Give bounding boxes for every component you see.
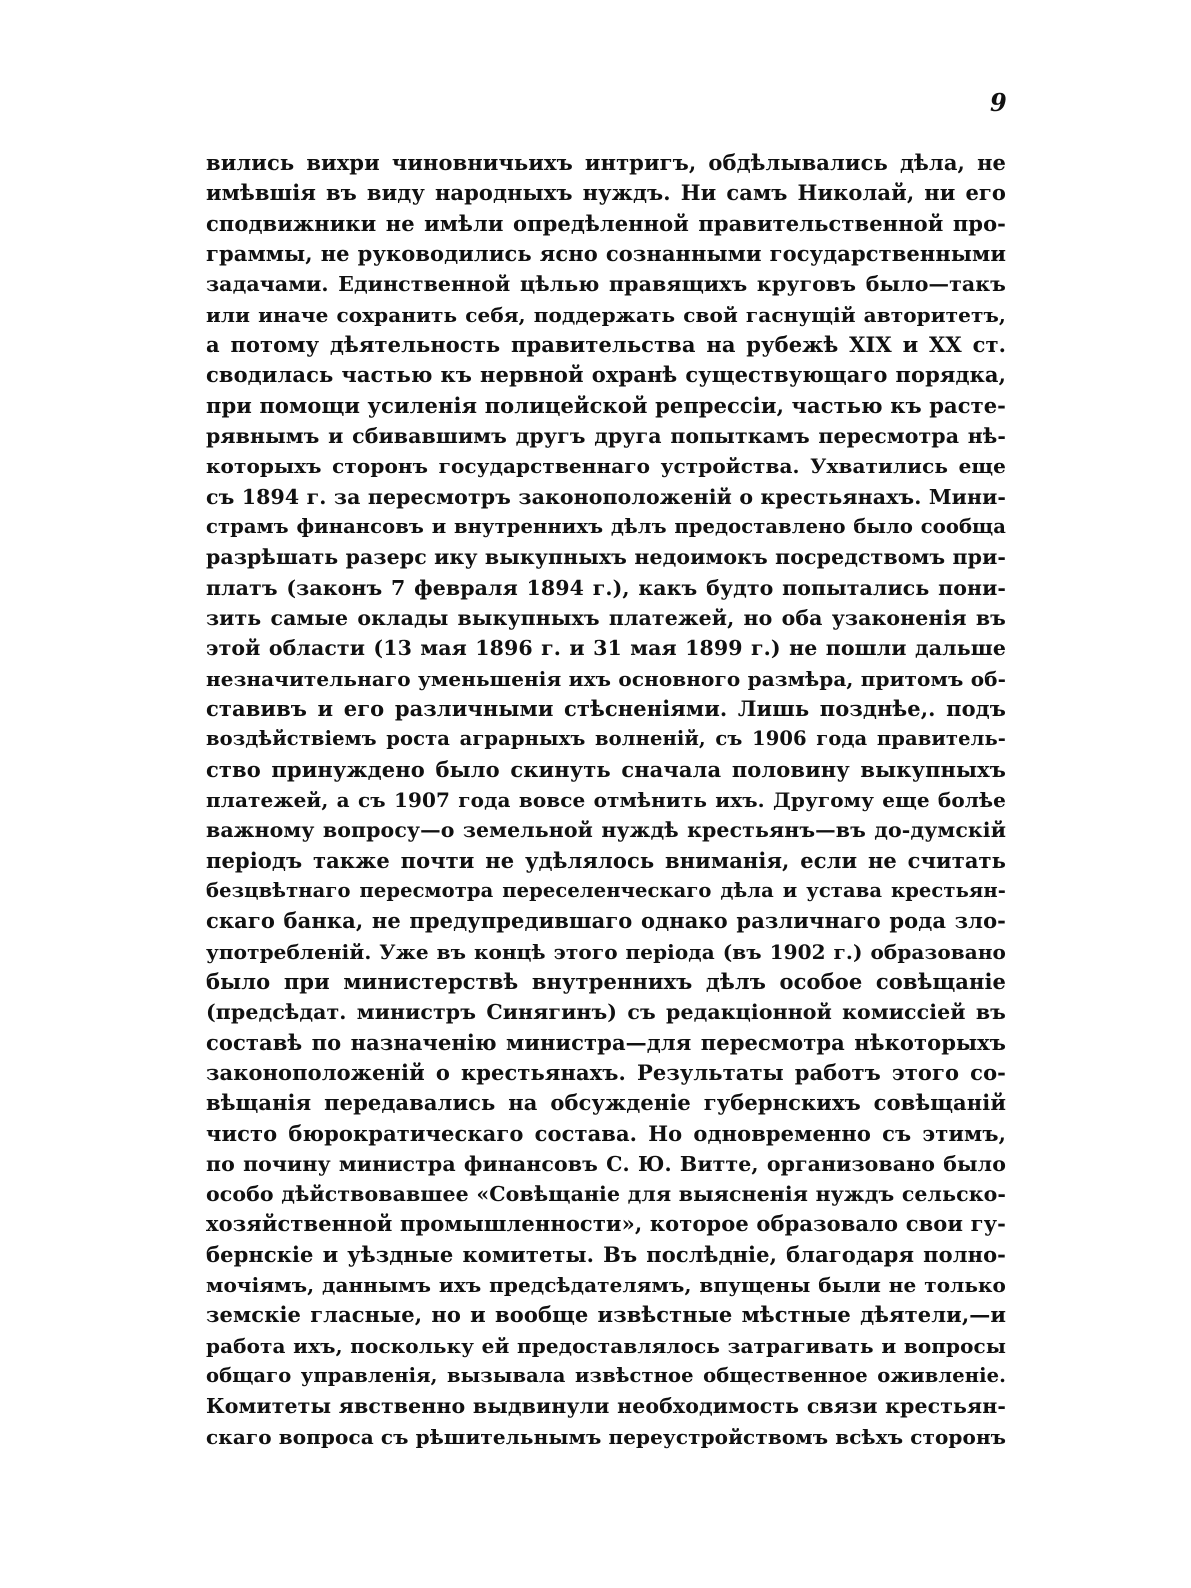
text-line: или иначе сохранить себя, поддержать свой гаснущій авторитетъ, xyxy=(206,302,1006,327)
text-line: съ 1894 г. за пересмотръ законоположеній о крестьянахъ. Мини- xyxy=(206,484,1006,509)
text-line: составѣ по назначенію министра—для пересмотра нѣкоторыхъ xyxy=(206,1029,1006,1055)
text-line: вились вихри чиновничьихъ интригъ, обдѣлывались дѣла, не xyxy=(206,150,1006,175)
text-line: періодъ также почти не удѣлялось вниманія, если не считать xyxy=(206,847,1006,873)
text-line: было при министерствѣ внутреннихъ дѣлъ особое совѣщаніе xyxy=(206,968,1006,994)
text-line: этой области (13 мая 1896 г. и 31 мая 1899 г.) не пошли дальше xyxy=(206,636,1006,661)
text-line: работа ихъ, поскольку ей предоставлялось затрагивать и вопросы xyxy=(206,1333,1006,1358)
text-line: задачами. Единственной цѣлью правящихъ круговъ было—такъ xyxy=(206,272,1006,297)
text-line: скаго вопроса съ рѣшительнымъ переустройствомъ всѣхъ сторонъ xyxy=(206,1424,1007,1449)
text-line: которыхъ сторонъ государственнаго устройства. Ухватились еще xyxy=(206,454,1006,479)
page-number: 9 xyxy=(990,88,1007,117)
text-line: по почину министра финансовъ С. Ю. Витте, организовано было xyxy=(206,1151,1006,1176)
text-line: (предсѣдат. министръ Синягинъ) съ редакціонной комиссіей въ xyxy=(206,1000,1006,1025)
text-line: незначительнаго уменьшенія ихъ основного размѣра, притомъ об- xyxy=(206,666,1006,691)
text-line: платъ (законъ 7 февраля 1894 г.), какъ будто попытались пони- xyxy=(206,575,1006,600)
text-line: при помощи усиленія полицейской репрессіи, частью къ расте- xyxy=(206,392,1006,418)
text-line: воздѣйствіемъ роста аграрныхъ волненій, съ 1906 года правитель- xyxy=(206,727,1006,751)
text-line: общаго управленія, вызывала извѣстное общественное оживленіе. xyxy=(206,1364,1006,1388)
body-text xyxy=(206,148,1006,1452)
text-line: хозяйственной промышленности», которое образовало свои гу- xyxy=(206,1211,1006,1237)
text-line: земскіе гласные, но и вообще извѣстные мѣстные дѣятели,—и xyxy=(206,1302,1006,1328)
text-line: сподвижники не имѣли опредѣленной правительственной про- xyxy=(206,210,1006,236)
text-line: мочіямъ, даннымъ ихъ предсѣдателямъ, впущены были не только xyxy=(206,1273,1006,1298)
text-line: безцвѣтнаго пересмотра переселенческаго дѣла и устава крестьян- xyxy=(206,878,1006,902)
text-line: граммы, не руководились ясно сознанными государственными xyxy=(206,240,1006,266)
text-line: ставивъ и его различными стѣсненіями. Лишь позднѣе,. подъ xyxy=(206,695,1006,721)
text-line: платежей, а съ 1907 года вовсе отмѣнить ихъ. Другому еще болѣе xyxy=(206,787,1006,812)
text-line: сводилась частью къ нервной охранѣ существующаго порядка, xyxy=(206,362,1006,388)
text-line: скаго банка, не предупредившаго однако различнаго рода зло- xyxy=(206,908,1006,934)
text-line: законоположеній о крестьянахъ. Результаты работъ этого со- xyxy=(206,1059,1006,1085)
text-line: ство принуждено было скинуть сначала половину выкупныхъ xyxy=(206,756,1006,782)
text-line: особо дѣйствовавшее «Совѣщаніе для выясненія нуждъ сельско- xyxy=(206,1182,1006,1207)
text-line: а потому дѣятельность правительства на рубежѣ XIX и XX ст. xyxy=(206,331,1006,357)
text-line: вѣщанія передавались на обсужденіе губернскихъ совѣщаній xyxy=(206,1090,1006,1116)
text-line: Комитеты явственно выдвинули необходимость связи крестьян- xyxy=(206,1394,1006,1419)
text-line: имѣвшія въ виду народныхъ нуждъ. Ни самъ Николай, ни его xyxy=(206,180,1006,206)
text-line: рявнымъ и сбивавшимъ другъ друга попыткамъ пересмотра нѣ- xyxy=(206,423,1006,448)
text-line: чисто бюрократическаго состава. Но одновременно съ этимъ, xyxy=(206,1120,1006,1146)
text-line: разрѣшать разерс ику выкупныхъ недоимокъ посредствомъ при- xyxy=(206,545,1006,570)
text-line: важному вопросу—о земельной нуждѣ крестьянъ—въ до-думскій xyxy=(206,818,1006,843)
text-line: зить самые оклады выкупныхъ платежей, но оба узаконенія въ xyxy=(206,605,1006,630)
text-line: бернскіе и уѣздные комитеты. Въ послѣдніе, благодаря полно- xyxy=(206,1241,1006,1267)
text-line: страмъ финансовъ и внутреннихъ дѣлъ предоставлено было сообща xyxy=(206,514,1006,538)
text-line: употребленій. Уже въ концѣ этого періода (въ 1902 г.) образовано xyxy=(206,939,1006,964)
